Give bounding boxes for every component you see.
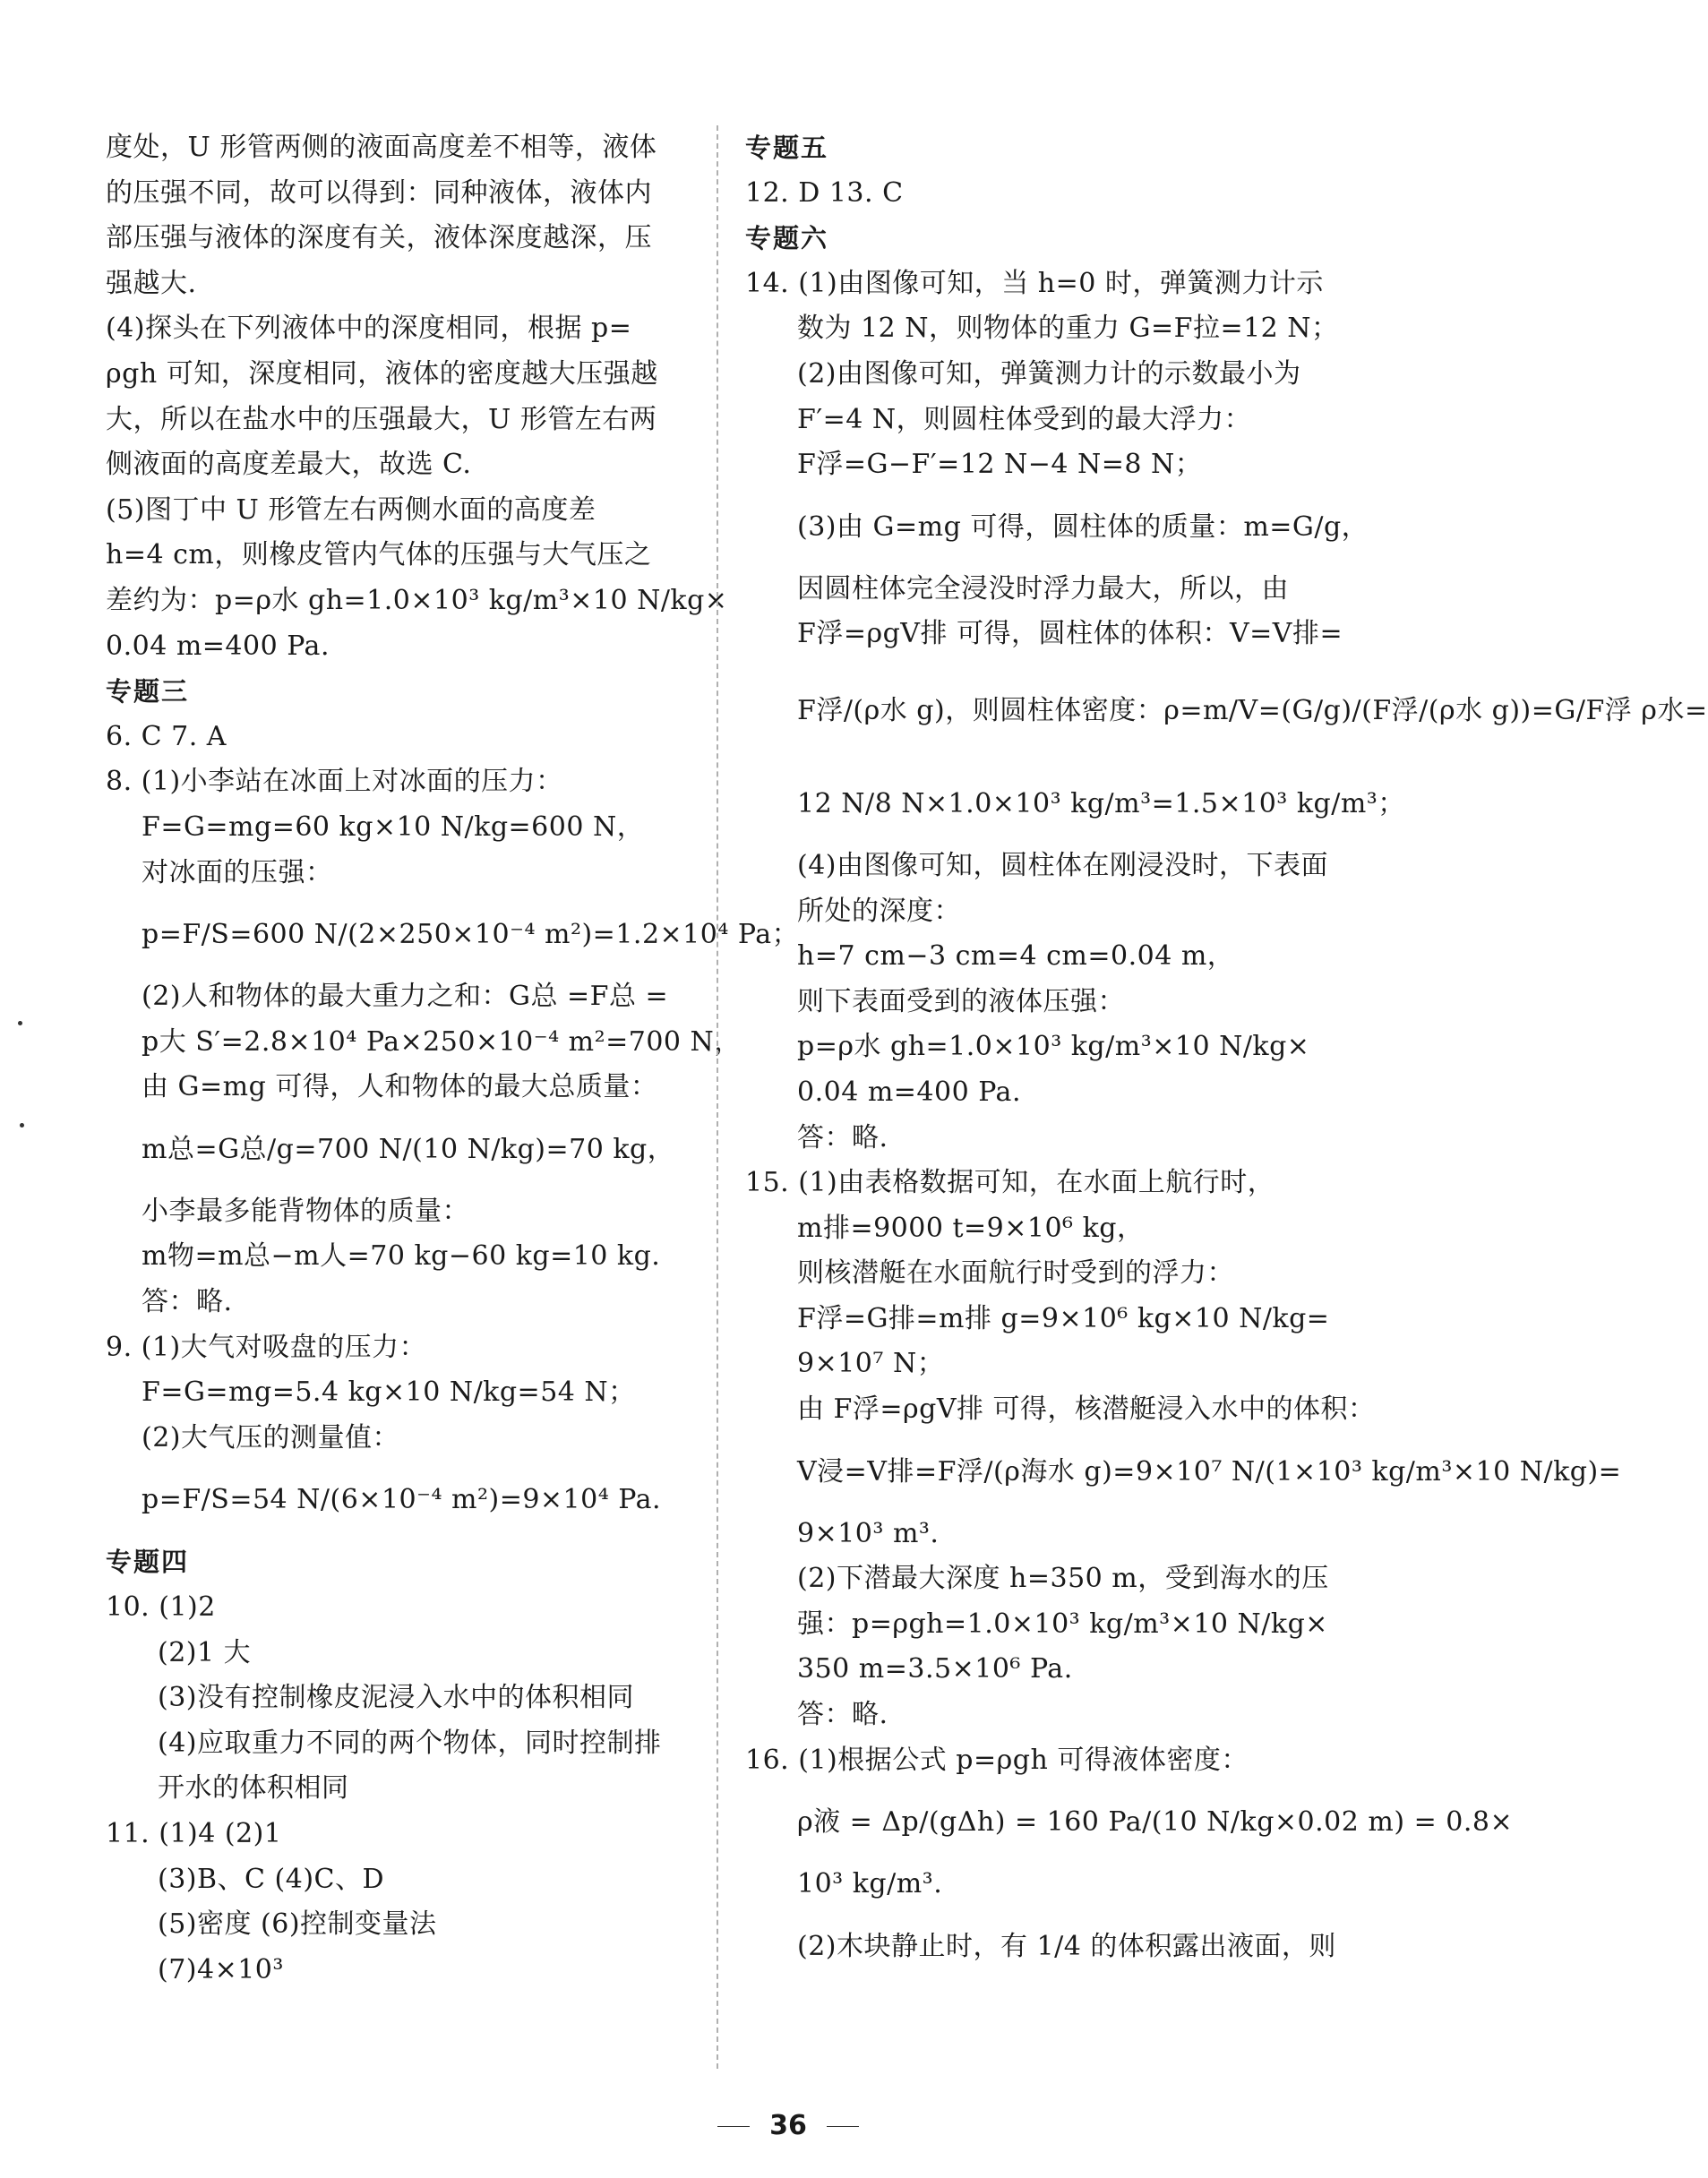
text-line: 0.04 m=400 Pa. xyxy=(106,630,330,662)
text-line: 10³ kg/m³. xyxy=(797,1868,943,1900)
text-line: F浮=ρgV排 可得，圆柱体的体积：V=V排= xyxy=(797,618,1343,650)
text-line: (3)没有控制橡皮泥浸入水中的体积相同 xyxy=(158,1682,634,1714)
text-line: F浮=G−F′=12 N−4 N=8 N； xyxy=(797,449,1203,481)
text-line: 则下表面受到的液体压强： xyxy=(797,985,1125,1017)
text-line: 差约为：p=ρ水 gh=1.0×10³ kg/m³×10 N/kg× xyxy=(106,584,728,616)
text-line: (2)由图像可知，弹簧测力计的示数最小为 xyxy=(797,357,1301,390)
text-line: (2)大气压的测量值： xyxy=(142,1421,399,1453)
text-line: (2)下潜最大深度 h=350 m，受到海水的压 xyxy=(797,1563,1329,1595)
text-line: V浸=V排=F浮/(ρ海水 g)=9×10⁷ N/(1×10³ kg/m³×10 N/kg)= xyxy=(797,1455,1622,1488)
text-line: p=F/S=54 N/(6×10⁻⁴ m²)=9×10⁴ Pa. xyxy=(142,1484,662,1516)
text-line: F=G=mg=60 kg×10 N/kg=600 N， xyxy=(142,810,645,843)
column-divider xyxy=(717,125,718,2069)
section-heading: 专题三 xyxy=(106,676,190,707)
text-line: F浮=G排=m排 g=9×10⁶ kg×10 N/kg= xyxy=(797,1302,1330,1334)
text-line: 0.04 m=400 Pa. xyxy=(797,1076,1021,1108)
text-line: F′=4 N，则圆柱体受到的最大浮力： xyxy=(797,403,1252,435)
text-line: (5)图丁中 U 形管左右两侧水面的高度差 xyxy=(106,493,597,526)
text-line: 度处，U 形管两侧的液面高度差不相等，液体 xyxy=(106,132,657,163)
text-line: (2)1 大 xyxy=(158,1636,252,1668)
text-line: h=4 cm，则橡皮管内气体的压强与大气压之 xyxy=(106,539,652,571)
text-line: ρgh 可知，深度相同，液体的密度越大压强越 xyxy=(106,357,658,390)
text-line: 15. (1)由表格数据可知，在水面上航行时， xyxy=(745,1167,1275,1199)
text-line: (4)由图像可知，圆柱体在刚浸没时，下表面 xyxy=(797,849,1328,881)
text-line: 16. (1)根据公式 p=ρgh 可得液体密度： xyxy=(745,1744,1249,1776)
text-line: 14. (1)由图像可知，当 h=0 时，弹簧测力计示 xyxy=(745,267,1324,299)
text-line: (2)人和物体的最大重力之和：G总 =F总 = xyxy=(142,981,669,1013)
text-line: m排=9000 t=9×10⁶ kg， xyxy=(797,1212,1145,1244)
text-line: 所处的深度： xyxy=(797,895,961,927)
text-line: 10. (1)2 xyxy=(106,1591,216,1624)
text-line: (4)应取重力不同的两个物体，同时控制排 xyxy=(158,1727,662,1759)
text-line: 开水的体积相同 xyxy=(158,1772,349,1805)
text-line: 由 F浮=ρgV排 可得，核潜艇浸入水中的体积： xyxy=(797,1393,1376,1426)
text-line: 因圆柱体完全浸没时浮力最大，所以，由 xyxy=(797,572,1289,605)
text-line: 9. (1)大气对吸盘的压力： xyxy=(106,1331,427,1363)
margin-mark xyxy=(20,1123,24,1128)
text-line: 强：p=ρgh=1.0×10³ kg/m³×10 N/kg× xyxy=(797,1608,1328,1640)
text-line: F浮/(ρ水 g)，则圆柱体密度：ρ=m/V=(G/g)/(F浮/(ρ水 g))=G/F浮 ρ水= xyxy=(797,694,1708,726)
text-line: 答：略. xyxy=(797,1699,888,1731)
right-column xyxy=(745,125,1708,1986)
text-line: 由 G=mg 可得，人和物体的最大总质量： xyxy=(142,1071,658,1103)
text-line: m总=G总/g=700 N/(10 N/kg)=70 kg， xyxy=(142,1133,675,1165)
margin-mark xyxy=(18,1021,22,1025)
text-line: 11. (1)4 (2)1 xyxy=(106,1818,282,1849)
text-line: 强越大. xyxy=(106,267,197,299)
text-line: (7)4×10³ xyxy=(158,1953,284,1985)
text-line: p=F/S=600 N/(2×250×10⁻⁴ m²)=1.2×10⁴ Pa； xyxy=(142,919,800,951)
text-line: h=7 cm−3 cm=4 cm=0.04 m， xyxy=(797,940,1235,973)
text-line: m物=m总−m人=70 kg−60 kg=10 kg. xyxy=(142,1240,661,1273)
page-number: 36 xyxy=(0,2110,1576,2141)
section-heading: 专题五 xyxy=(745,133,829,163)
text-line: 答：略. xyxy=(142,1286,233,1318)
text-line: 小李最多能背物体的质量： xyxy=(142,1195,469,1227)
text-line: (2)木块静止时，有 1/4 的体积露出液面，则 xyxy=(797,1930,1336,1962)
text-line: (5)密度 (6)控制变量法 xyxy=(158,1908,437,1941)
text-line: 侧液面的高度差最大，故选 C. xyxy=(106,449,472,481)
text-line: 大，所以在盐水中的压强最大，U 形管左右两 xyxy=(106,403,657,435)
text-line: ρ液 = Δp/(gΔh) = 160 Pa/(10 N/kg×0.02 m) = 0.8× xyxy=(797,1806,1514,1839)
text-line: 部压强与液体的深度有关，液体深度越深，压 xyxy=(106,222,652,254)
text-line: 6. C 7. A xyxy=(106,720,227,752)
text-line: 的压强不同，故可以得到：同种液体，液体内 xyxy=(106,176,652,209)
text-line: 9×10⁷ N； xyxy=(797,1348,945,1380)
text-line: 9×10³ m³. xyxy=(797,1517,940,1549)
text-line: (3)B、C (4)C、D xyxy=(158,1863,385,1895)
text-line: F=G=mg=5.4 kg×10 N/kg=54 N； xyxy=(142,1376,636,1409)
text-line: (4)探头在下列液体中的深度相同，根据 p= xyxy=(106,313,632,345)
text-line: p大 S′=2.8×10⁴ Pa×250×10⁻⁴ m²=700 N， xyxy=(142,1025,742,1058)
section-heading: 专题六 xyxy=(745,223,829,254)
text-line: p=ρ水 gh=1.0×10³ kg/m³×10 N/kg× xyxy=(797,1031,1310,1063)
section-heading: 专题四 xyxy=(106,1547,190,1578)
text-line: 12 N/8 N×1.0×10³ kg/m³=1.5×10³ kg/m³； xyxy=(797,787,1405,819)
text-line: (3)由 G=mg 可得，圆柱体的质量：m=G/g， xyxy=(797,510,1369,543)
text-line: 12. D 13. C xyxy=(745,176,904,209)
text-line: 数为 12 N，则物体的重力 G=F拉=12 N； xyxy=(797,313,1339,345)
text-line: 答：略. xyxy=(797,1121,888,1153)
text-line: 8. (1)小李站在冰面上对冰面的压力： xyxy=(106,766,563,798)
text-line: 对冰面的压强： xyxy=(142,856,333,888)
text-line: 则核潜艇在水面航行时受到的浮力： xyxy=(797,1257,1234,1290)
text-line: 350 m=3.5×10⁶ Pa. xyxy=(797,1653,1073,1685)
